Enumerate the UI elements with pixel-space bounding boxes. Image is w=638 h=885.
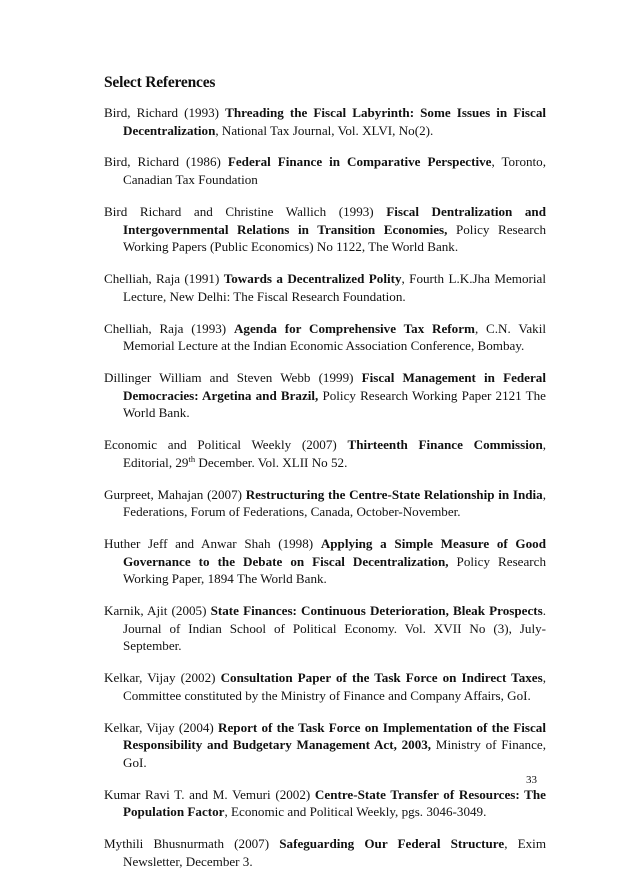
reference-title: Federal Finance in Comparative Perspective [227, 154, 492, 170]
reference-source: , Toronto, Canadian Tax Foundation [123, 154, 547, 188]
reference-source: . Journal of Indian School of Political Economy. Vol. XVII No (3), July-September. [123, 603, 546, 654]
reference-source: Policy Research Working Paper, 1894 The World Bank. [123, 553, 547, 587]
reference-source: , Exim Newsletter, December 3. [123, 836, 547, 869]
reference-source: Ministry of Finance, GoI. [123, 737, 546, 770]
reference-title: Agenda for Comprehensive Tax Reform [233, 320, 475, 336]
reference-title: Thirteenth Finance Commission [347, 437, 543, 453]
reference-title: Towards a Decentralized Polity [223, 271, 402, 287]
reference-authors: Kumar Ravi T. and M. Vemuri (2002) [104, 786, 315, 802]
reference-entry [104, 203, 546, 256]
reference-source-cont: December. Vol. XLII No 52. [195, 454, 348, 470]
page-number: 33 [526, 774, 537, 786]
reference-authors: Bird, Richard (1993) [104, 105, 226, 120]
section-heading: Select References [104, 74, 216, 91]
reference-authors: Huther Jeff and Anwar Shah (1998) [104, 536, 321, 552]
reference-source: Policy Research Working Paper 2121 The World Bank. [123, 387, 546, 421]
reference-title: Consultation Paper of the Task Force on Indirect Taxes [220, 670, 543, 686]
reference-title: Centre-State Transfer of Resources: The Population Factor [123, 786, 546, 820]
reference-title: Fiscal Dentralization and Intergovernmental Relations in Transition Economies, [123, 203, 546, 237]
reference-source: , National Tax Journal, Vol. XLVI, No(2). [215, 122, 434, 138]
reference-authors: Gurpreet, Mahajan (2007) [104, 486, 246, 502]
reference-entry [104, 369, 546, 422]
reference-source: , Federations, Forum of Federations, Canada, October-November. [123, 486, 547, 520]
reference-title: Safeguarding Our Federal Structure [279, 836, 505, 852]
reference-authors: Bird, Richard (1986) [104, 154, 228, 170]
reference-source: , Economic and Political Weekly, pgs. 3046-3049. [224, 804, 487, 820]
reference-entry [104, 719, 546, 772]
reference-list [104, 104, 546, 885]
reference-entry [104, 436, 546, 471]
reference-title: Fiscal Management in Federal Democracies: Argetina and Brazil, [123, 370, 546, 403]
reference-entry [104, 270, 546, 305]
reference-authors: Bird Richard and Christine Wallich (1993) [104, 203, 387, 219]
reference-entry [104, 786, 546, 821]
reference-authors: Economic and Political Weekly (2007) [104, 437, 348, 453]
reference-authors: Chelliah, Raja (1993) [104, 320, 234, 336]
reference-source: Policy Research Working Papers (Public Economics) No 1122, The World Bank. [123, 221, 546, 255]
reference-title: Applying a Simple Measure of Good Governance to the Debate on Fiscal Decentralization, [123, 536, 546, 569]
reference-authors: Dillinger William and Steven Webb (1999) [104, 370, 362, 386]
reference-entry [104, 835, 546, 870]
reference-source: , Fourth L.K.Jha Memorial Lecture, New Delhi: The Fiscal Research Foundation. [123, 271, 546, 304]
reference-entry [104, 104, 546, 139]
reference-title: Report of the Task Force on Implementation of the Fiscal Responsibility and Budgetary Management Act, 2003, [123, 719, 546, 753]
reference-entry [104, 153, 546, 188]
reference-authors: Chelliah, Raja (1991) [104, 271, 224, 287]
reference-entry [104, 320, 546, 355]
reference-entry [104, 486, 546, 521]
reference-entry [104, 602, 546, 655]
reference-source: , Editorial, 29 [123, 437, 547, 470]
reference-title: Threading the Fiscal Labyrinth: Some Issues in Fiscal Decentralization [123, 105, 547, 138]
ordinal-superscript: th [188, 453, 196, 464]
reference-title: Restructuring the Centre-State Relationship in India [245, 486, 543, 502]
reference-authors: Mythili Bhusnurmath (2007) [104, 836, 280, 852]
reference-source: , C.N. Vakil Memorial Lecture at the Indian Economic Association Conference, Bombay. [123, 320, 546, 354]
reference-authors: Kelkar, Vijay (2004) [104, 719, 219, 735]
reference-entry [104, 669, 546, 704]
reference-entry [104, 535, 546, 588]
reference-title: State Finances: Continuous Deterioration, Bleak Prospects [210, 603, 543, 619]
reference-authors: Kelkar, Vijay (2002) [104, 670, 221, 686]
reference-source: , Committee constituted by the Ministry of Finance and Company Affairs, GoI. [123, 670, 546, 703]
reference-authors: Karnik, Ajit (2005) [104, 603, 211, 619]
